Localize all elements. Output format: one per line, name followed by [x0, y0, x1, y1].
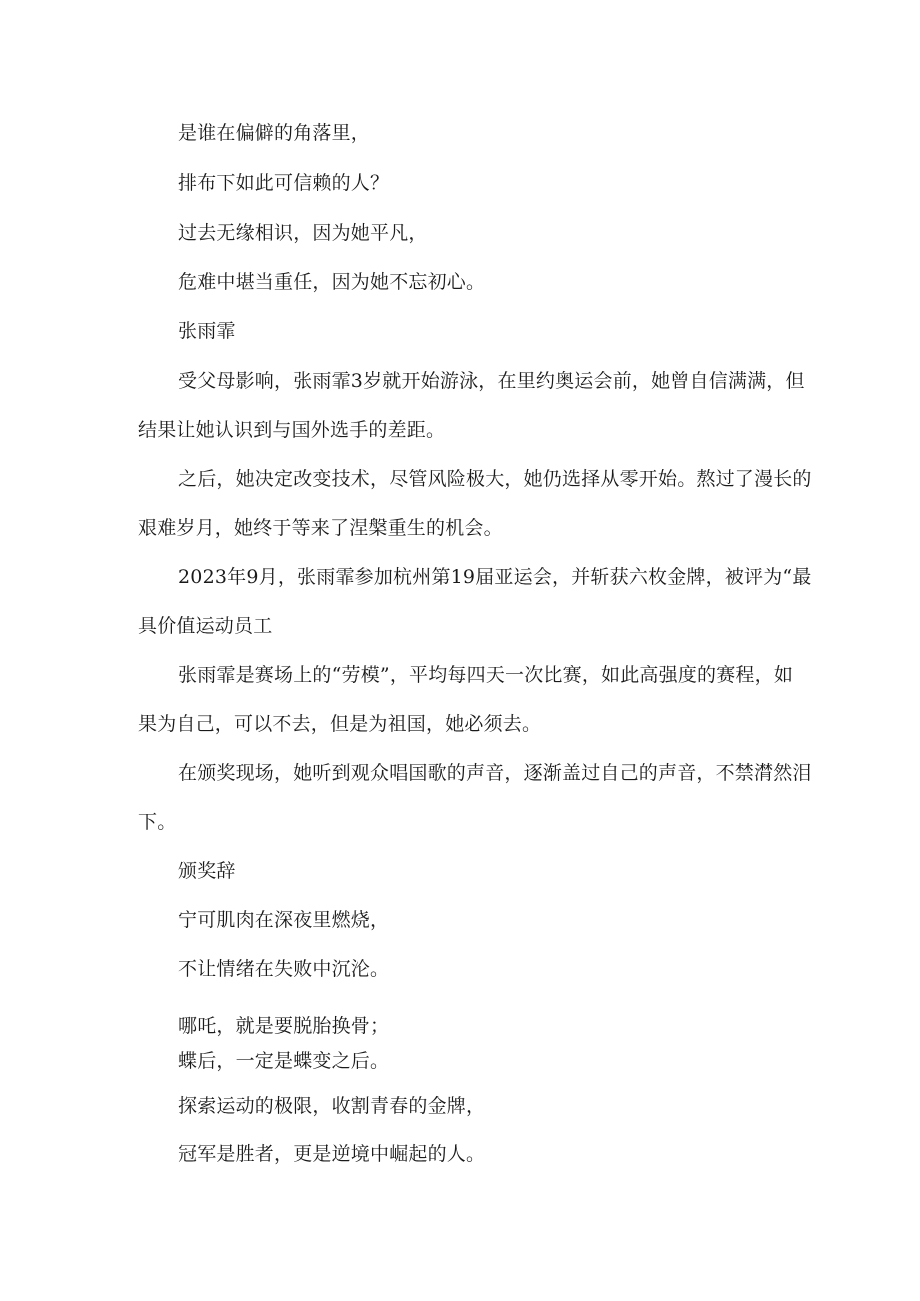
paragraph-1-line-1: 受父母影响，张雨霏3岁就开始游泳，在里约奥运会前，她曾自信满满，但	[178, 370, 805, 392]
poem-line-2: 排布下如此可信赖的人？	[178, 172, 390, 194]
award-poem-line-2: 不让情绪在失败中沉沦。	[178, 958, 390, 980]
paragraph-2-line-2: 艰难岁月，她终于等来了涅槃重生的机会。	[138, 517, 503, 539]
paragraph-3-line-1: 2023年9月，张雨霏参加杭州第19届亚运会，并斩获六枚金牌，被评为“最	[178, 566, 812, 588]
award-poem-line-3: 哪吒，就是要脱胎换骨；	[178, 1015, 390, 1037]
award-poem-line-1: 宁可肌肉在深夜里燃烧，	[178, 909, 390, 931]
paragraph-5-line-1: 在颁奖现场，她听到观众唱国歌的声音，逐渐盖过自己的声音，不禁潸然泪	[178, 762, 812, 784]
paragraph-4-line-2: 果为自己，可以不去，但是为祖国，她必须去。	[138, 713, 542, 735]
paragraph-5-line-2: 下。	[138, 811, 177, 833]
paragraph-1-line-2: 结果让她认识到与国外选手的差距。	[138, 419, 446, 441]
section-heading-name: 张雨霏	[178, 320, 236, 342]
award-poem-line-4: 蝶后，一定是蝶变之后。	[178, 1050, 390, 1072]
award-poem-line-6: 冠军是胜者，更是逆境中崛起的人。	[178, 1143, 486, 1165]
paragraph-4-line-1: 张雨霏是赛场上的“劳模”，平均每四天一次比赛，如此高强度的赛程，如	[178, 664, 794, 686]
poem-line-1: 是谁在偏僻的角落里，	[178, 122, 371, 144]
award-poem-line-5: 探索运动的极限，收割青春的金牌，	[178, 1095, 486, 1117]
paragraph-3-line-2: 具价值运动员工	[138, 615, 273, 637]
paragraph-2-line-1: 之后，她决定改变技术，尽管风险极大，她仍选择从零开始。熬过了漫长的	[178, 468, 812, 490]
section-heading-award: 颁奖辞	[178, 860, 236, 882]
poem-line-3: 过去无缘相识，因为她平凡，	[178, 222, 428, 244]
poem-line-4: 危难中堪当重任，因为她不忘初心。	[178, 271, 486, 293]
